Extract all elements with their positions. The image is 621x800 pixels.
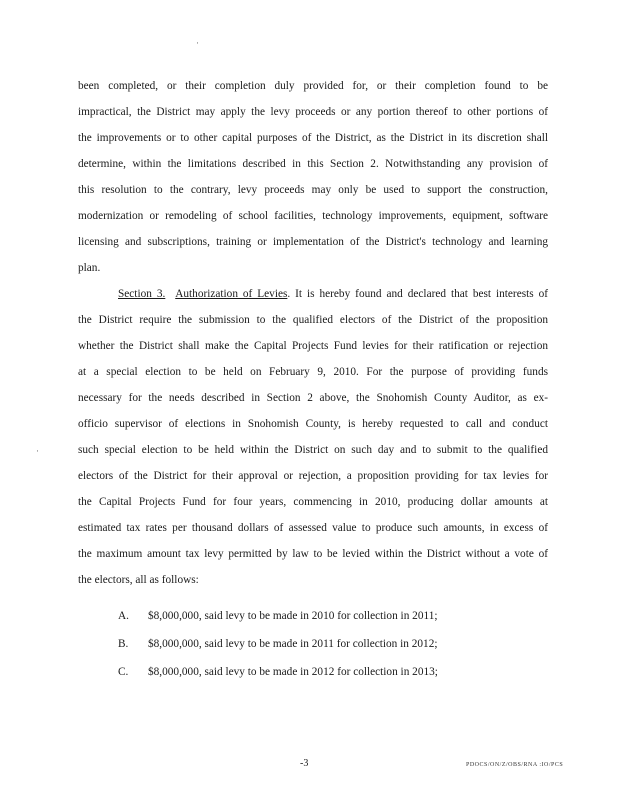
paragraph-line: officio supervisor of elections in Snohomish County, is hereby requested to call and conduct	[78, 418, 548, 430]
paragraph-line: the improvements or to other capital purposes of the District, as the District in its discretion shall	[78, 132, 548, 144]
paragraph-line: the electors, all as follows:	[78, 574, 199, 586]
paragraph-line: the maximum amount tax levy permitted by law to be levied within the District without a vote of	[78, 548, 548, 560]
paragraph-line: impractical, the District may apply the levy proceeds or any portion thereof to other portions of	[78, 106, 548, 118]
levy-item-label: C.	[118, 666, 129, 678]
levy-item-text: $8,000,000, said levy to be made in 2010 for collection in 2011;	[148, 610, 438, 622]
scan-mark: ·	[36, 446, 39, 456]
paragraph-line: the District require the submission to the qualified electors of the District of the proposition	[78, 314, 548, 326]
paragraph-line: at a special election to be held on February 9, 2010. For the purpose of providing funds	[78, 366, 548, 378]
section-3-title: Authorization of Levies	[175, 288, 288, 300]
section-3-number: Section 3.	[118, 288, 166, 300]
levy-item-c	[118, 666, 438, 679]
paragraph-line: determine, within the limitations described in this Section 2. Notwithstanding any provision of	[78, 158, 548, 170]
levy-item-b	[118, 638, 437, 651]
paragraph-line: necessary for the needs described in Section 2 above, the Snohomish County Auditor, as ex-	[78, 392, 548, 404]
paragraph-line: electors of the District for their approval or rejection, a proposition providing for tax levies for	[78, 470, 548, 482]
levy-item-text: $8,000,000, said levy to be made in 2011 for collection in 2012;	[148, 638, 438, 650]
page-number: -3	[300, 758, 309, 769]
paragraph-line: the Capital Projects Fund for four years, commencing in 2010, producing dollar amounts at	[78, 496, 548, 508]
paragraph-line: modernization or remodeling of school facilities, technology improvements, equipment, software	[78, 210, 548, 222]
paragraph-line: licensing and subscriptions, training or implementation of the District's technology and learning	[78, 236, 548, 248]
levy-item-label: A.	[118, 610, 129, 622]
section-3-first-line: . It is hereby found and declared that best interests of	[287, 288, 548, 300]
paragraph-line: this resolution to the contrary, levy proceeds may only be used to support the construction,	[78, 184, 548, 196]
paragraph-line: estimated tax rates per thousand dollars of assessed value to produce such amounts, in excess of	[78, 522, 548, 534]
paragraph-line: whether the District shall make the Capital Projects Fund levies for their ratification or rejection	[78, 340, 548, 352]
levy-item-a	[118, 610, 437, 623]
levy-item-label: B.	[118, 638, 129, 650]
document-id: PDOCS/ON/Z/OBS/RNA :IO/PCS	[466, 762, 564, 768]
paragraph-line: been completed, or their completion duly provided for, or their completion found to be	[78, 80, 548, 92]
paragraph-line: such special election to be held within the District on such day and to submit to the qualified	[78, 444, 548, 456]
scan-mark: ·	[196, 38, 199, 48]
levy-item-text: $8,000,000, said levy to be made in 2012 for collection in 2013;	[148, 666, 438, 678]
section-3-heading-line	[118, 288, 548, 301]
paragraph-line: plan.	[78, 262, 101, 274]
